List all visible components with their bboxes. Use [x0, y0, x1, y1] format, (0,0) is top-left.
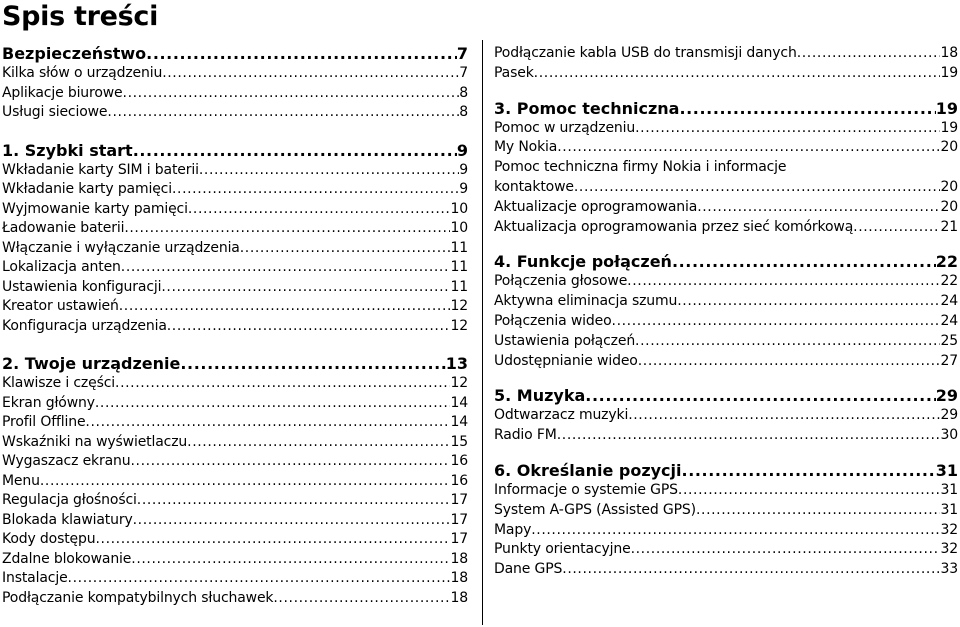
toc-entry-label: Podłączanie kompatybilnych słuchawek [2, 589, 274, 606]
toc-entry-label: Usługi sieciowe [2, 104, 108, 120]
dot-leader [628, 406, 940, 426]
toc-entry[interactable] [494, 44, 958, 64]
toc-entry-page: 8 [459, 104, 468, 120]
toc-section-heading-page: 22 [935, 252, 958, 272]
toc-entry-label: Wkładanie karty pamięci [2, 181, 172, 197]
toc-entry-page: 15 [450, 433, 468, 450]
dot-leader [188, 200, 451, 220]
toc-entry[interactable] [2, 433, 468, 453]
dot-leader [40, 472, 451, 492]
dot-leader [133, 511, 451, 531]
toc-entry[interactable] [2, 511, 468, 531]
dot-leader [133, 141, 457, 161]
toc-entry[interactable] [494, 158, 958, 198]
toc-entry-page: 31 [940, 481, 958, 498]
toc-entry[interactable] [494, 218, 958, 238]
dot-leader [557, 426, 941, 446]
toc-entry-label: Kody dostępu [2, 531, 96, 547]
dot-leader [612, 312, 941, 332]
toc-entry-label: Ekran główny [2, 394, 95, 411]
dot-leader [107, 103, 459, 123]
toc-entry-label: My Nokia [494, 139, 558, 156]
toc-entry-label: Połączenia głosowe [494, 273, 628, 290]
section-gap [494, 84, 958, 99]
toc-entry-page: 10 [450, 200, 468, 217]
dot-leader [167, 317, 451, 337]
toc-entry-label: Kreator ustawień [2, 298, 119, 314]
toc-entry-label: Blokada klawiatury [2, 511, 133, 528]
toc-entry[interactable] [2, 239, 468, 259]
toc-entry[interactable] [494, 352, 958, 372]
section-gap [494, 371, 958, 386]
dot-leader [124, 219, 450, 239]
dot-leader [635, 332, 940, 352]
toc-entry[interactable] [494, 312, 958, 332]
column-divider [482, 40, 483, 625]
dot-leader [696, 501, 941, 521]
dot-leader [130, 452, 450, 472]
dot-leader [853, 218, 940, 238]
toc-entry[interactable] [494, 119, 958, 139]
toc-entry-page: 20 [940, 139, 958, 156]
dot-leader [121, 258, 451, 278]
toc-entry-label: Ładowanie baterii [2, 220, 125, 236]
toc-entry-label: Menu [2, 472, 40, 489]
dot-leader [162, 64, 459, 84]
toc-entry-label: Ustawienia połączeń [494, 332, 636, 349]
toc-entry[interactable] [494, 292, 958, 312]
toc-entry[interactable] [494, 198, 958, 218]
toc-entry-label: Radio FM [494, 427, 557, 444]
toc-section-heading-page: 13 [445, 354, 468, 373]
toc-entry-page: 17 [450, 511, 468, 528]
toc-entry-page: 12 [450, 298, 468, 314]
toc-entry[interactable] [2, 472, 468, 492]
toc-entry-page: 8 [459, 84, 468, 101]
section-gap [2, 336, 468, 354]
dot-leader [627, 272, 940, 292]
dot-leader [531, 521, 940, 541]
toc-section-heading[interactable] [2, 141, 468, 161]
toc-entry[interactable] [494, 426, 958, 446]
toc-entry-page: 10 [450, 220, 468, 236]
toc-entry-label: Aplikacje biurowe [2, 84, 123, 101]
toc-entry[interactable] [2, 278, 468, 298]
toc-entry-label: Pomoc w urządzeniu [494, 119, 636, 136]
section-gap [494, 446, 958, 461]
toc-section-heading-label: 4. Funkcje połączeń [494, 252, 672, 272]
dot-leader [682, 461, 936, 481]
toc-entry[interactable] [2, 530, 468, 550]
toc-entry-page: 29 [940, 407, 958, 424]
toc-entry-page: 7 [459, 65, 468, 81]
dot-leader [68, 569, 451, 589]
toc-section-heading-page: 19 [935, 98, 958, 118]
toc-entry-page: 21 [940, 218, 958, 235]
toc-entry-label: Konfiguracja urządzenia [2, 317, 167, 334]
toc-entry-page: 20 [940, 198, 958, 215]
toc-entry-label: Podłączanie kabla USB do transmisji danych [494, 45, 797, 61]
toc-entry-page: 12 [450, 317, 468, 334]
toc-entry-page: 32 [940, 541, 958, 558]
toc-entry-page: 11 [450, 259, 468, 275]
dot-leader [172, 180, 459, 200]
dot-leader [180, 354, 445, 374]
toc-entry-page: 18 [940, 45, 958, 61]
toc-section-heading[interactable] [2, 354, 468, 374]
toc-entry-page: 25 [940, 332, 958, 349]
toc-entry-label: Wyjmowanie karty pamięci [2, 200, 188, 217]
toc-entry-page: 27 [940, 352, 958, 369]
section-gap [2, 123, 468, 141]
toc-entry-page: 30 [940, 427, 958, 444]
toc-entry-page: 19 [940, 119, 958, 136]
dot-leader [137, 491, 451, 511]
toc-entry[interactable] [2, 180, 468, 200]
toc-entry[interactable] [2, 569, 468, 589]
dot-leader [146, 44, 457, 64]
toc-section-heading[interactable] [494, 252, 958, 272]
toc-entry-page: 18 [450, 570, 468, 586]
toc-entry-label: Klawisze i części [2, 375, 116, 391]
dot-leader [119, 297, 451, 317]
toc-section-heading-label: 6. Określanie pozycji [494, 460, 682, 480]
toc-section-heading[interactable] [494, 386, 958, 406]
toc-entry[interactable] [2, 200, 468, 220]
dot-leader [95, 394, 451, 414]
toc-entry-page: 9 [459, 181, 468, 197]
dot-leader [574, 178, 941, 198]
toc-entry-page: 18 [450, 589, 468, 606]
toc-section-heading-page: 7 [456, 44, 468, 63]
toc-entry-page: 17 [450, 531, 468, 547]
toc-entry-label: Regulacja głośności [2, 492, 137, 508]
toc-entry-page: 17 [450, 492, 468, 508]
toc-entry-label-cont: kontaktowe [494, 178, 574, 195]
dot-leader [635, 119, 940, 139]
dot-leader [631, 540, 941, 560]
toc-entry[interactable] [2, 219, 468, 239]
toc-entry[interactable] [494, 64, 958, 84]
toc-entry-page: 18 [450, 550, 468, 567]
toc-entry[interactable] [494, 272, 958, 292]
toc-entry[interactable] [2, 550, 468, 570]
toc-entry-page: 16 [450, 472, 468, 489]
toc-entry[interactable] [494, 501, 958, 521]
dot-leader [557, 138, 940, 158]
dot-leader [678, 481, 941, 501]
dot-leader [115, 374, 450, 394]
toc-entry-page: 16 [450, 453, 468, 469]
toc-entry[interactable] [494, 540, 958, 560]
toc-section-heading-label: 5. Muzyka [494, 386, 586, 406]
toc-section-heading-label: 1. Szybki start [2, 140, 133, 160]
toc-entry[interactable] [2, 84, 468, 104]
toc-entry[interactable] [494, 406, 958, 426]
toc-column-right [494, 44, 958, 580]
toc-entry[interactable] [2, 64, 468, 84]
toc-entry-page: 20 [940, 178, 958, 195]
toc-entry-page: 11 [450, 239, 468, 256]
toc-entry-page: 33 [940, 561, 958, 578]
dot-leader [85, 413, 450, 433]
toc-entry-continuation [494, 178, 958, 198]
toc-entry-label: Wkładanie karty SIM i baterii [2, 161, 199, 178]
toc-entry[interactable] [2, 452, 468, 472]
dot-leader [161, 278, 450, 298]
toc-section-heading[interactable] [2, 44, 468, 64]
toc-section-heading[interactable] [494, 99, 958, 119]
toc-entry-label: Kilka słów o urządzeniu [2, 65, 163, 81]
toc-entry-label: Profil Offline [2, 414, 86, 430]
toc-entry-label: Lokalizacja anten [2, 259, 121, 275]
toc-entry[interactable] [494, 521, 958, 541]
toc-entry-label: Punkty orientacyjne [494, 541, 631, 558]
dot-leader [123, 84, 460, 104]
dot-leader [697, 198, 940, 218]
toc-section-heading-page: 31 [935, 460, 958, 480]
toc-entry-page: 32 [940, 521, 958, 538]
toc-entry-label: Zdalne blokowanie [2, 550, 132, 567]
toc-entry[interactable] [2, 374, 468, 394]
toc-entry-label: Odtwarzacz muzyki [494, 407, 629, 424]
toc-section-heading-page: 29 [935, 386, 958, 406]
toc-entry-label: Pomoc techniczna firmy Nokia i informacje [494, 159, 787, 176]
toc-section-heading-label: 2. Twoje urządzenie [2, 354, 181, 373]
dot-leader [187, 433, 450, 453]
toc-entry-page: 14 [450, 394, 468, 411]
dot-leader [131, 550, 450, 570]
dot-leader [638, 352, 941, 372]
toc-entry-label: Pasek [494, 64, 534, 81]
toc-entry[interactable] [2, 589, 468, 609]
dot-leader [240, 239, 451, 259]
toc-entry-page: 12 [450, 375, 468, 391]
toc-entry-label: Dane GPS [494, 561, 563, 578]
toc-entry[interactable] [2, 161, 468, 181]
dot-leader [679, 99, 935, 119]
toc-entry-page: 11 [450, 278, 468, 295]
toc-entry[interactable] [494, 560, 958, 580]
toc-entry-page: 19 [940, 64, 958, 81]
toc-section-heading-label: Bezpieczeństwo [2, 44, 147, 63]
toc-section-heading[interactable] [494, 461, 958, 481]
dot-leader [273, 589, 450, 609]
toc-column-left [2, 44, 468, 608]
toc-entry[interactable] [2, 297, 468, 317]
toc-entry-label: Połączenia wideo [494, 312, 612, 329]
toc-entry-page: 31 [940, 501, 958, 518]
toc-section-heading-page: 9 [456, 140, 468, 160]
toc-entry-label: Mapy [494, 521, 532, 538]
toc-entry-page: 14 [450, 414, 468, 430]
dot-leader [534, 64, 941, 84]
toc-entry[interactable] [2, 413, 468, 433]
toc-entry-label: Udostępnianie wideo [494, 352, 638, 369]
toc-entry-label: Aktualizacja oprogramowania przez sieć komórkową [494, 218, 854, 235]
toc-entry[interactable] [494, 138, 958, 158]
toc-entry-label: Aktywna eliminacja szumu [494, 293, 678, 310]
toc-entry[interactable] [2, 394, 468, 414]
toc-entry-label: System A-GPS (Assisted GPS) [494, 501, 696, 518]
dot-leader [95, 530, 450, 550]
toc-entry-label: Ustawienia konfiguracji [2, 278, 162, 295]
toc-entry[interactable] [494, 332, 958, 352]
toc-entry-label: Instalacje [2, 570, 68, 586]
toc-entry-label: Wygaszacz ekranu [2, 453, 131, 469]
section-gap [494, 237, 958, 252]
toc-section-heading-label: 3. Pomoc techniczna [494, 98, 680, 118]
toc-entry-label: Włączanie i wyłączanie urządzenia [2, 239, 240, 256]
toc-entry[interactable] [2, 258, 468, 278]
toc-entry-label: Informacje o systemie GPS [494, 481, 678, 498]
toc-entry[interactable] [2, 317, 468, 337]
toc-entry-page: 9 [459, 161, 468, 178]
toc-entry-page: 24 [940, 293, 958, 310]
toc-entry-label: Aktualizacje oprogramowania [494, 198, 698, 215]
dot-leader [677, 292, 940, 312]
toc-entry[interactable] [2, 103, 468, 123]
toc-entry[interactable] [494, 481, 958, 501]
dot-leader [797, 44, 941, 64]
dot-leader [562, 560, 940, 580]
page-title: Spis treści [2, 1, 159, 32]
dot-leader [199, 161, 459, 181]
dot-leader [672, 252, 936, 272]
toc-entry-page: 22 [940, 273, 958, 290]
toc-entry-page: 24 [940, 312, 958, 329]
toc-entry[interactable] [2, 491, 468, 511]
dot-leader [585, 386, 935, 406]
toc-entry-label: Wskaźniki na wyświetlaczu [2, 433, 188, 450]
